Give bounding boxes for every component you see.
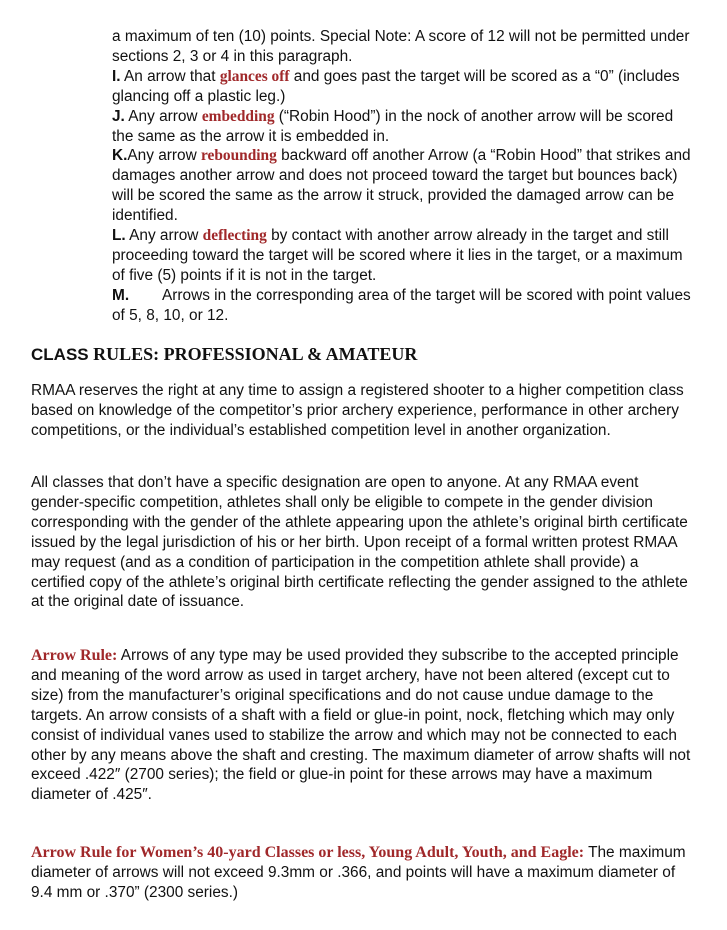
term-glances-off: glances off bbox=[219, 67, 290, 85]
rule-item-k: K.Any arrow rebounding backward off another Arrow (a “Robin Hood” that strikes and damages another arrow and does not proceed toward the target but bounces back) will be scored the same as the arrow it struck, provided the damaged arrow can be identified. bbox=[112, 147, 691, 225]
term-rebounding: rebounding bbox=[200, 147, 277, 165]
class-rules-heading: CLASS RULES: PROFESSIONAL & AMATEUR bbox=[31, 344, 418, 364]
arrow-rule-women-title: Arrow Rule for Women’s 40-yard Classes or less, Young Adult, Youth, and Eagle: bbox=[31, 844, 585, 861]
arrow-rule-paragraph: Arrow Rule: Arrows of any type may be used provided they subscribe to the accepted principle and meaning of the word arrow as used in target archery, have not been altered (except cut to size) from the manufacturer’s original specifications and do not cause undue damage to the targets. An arrow consists of a shaft with a field or glue-in point, nock, fletching which may only consist of individual vanes used to stabilize the arrow and which may not be connected to each other by any means above the shaft and cresting. The maximum diameter of arrow shafts will not exceed .422″ (2700 series); the field or glue-in point for these arrows may have a maximum diameter of .425″. bbox=[31, 647, 691, 804]
rule-item-i: I. An arrow that glances off and goes past the target will be scored as a “0” (includes glancing off a plastic leg.) bbox=[112, 67, 680, 105]
scoring-rules-continued bbox=[112, 27, 692, 326]
rule-item-j: J. Any arrow embedding (“Robin Hood”) in the nock of another arrow will be scored the same as the arrow it is embedded in. bbox=[112, 107, 674, 145]
rule-item-m: M. Arrows in the corresponding area of the target will be scored with point values of 5, 8, 10, or 12. bbox=[112, 286, 691, 324]
class-rules-paragraph-1: RMAA reserves the right at any time to assign a registered shooter to a higher competition class based on knowledge of the competitor’s prior archery experience, performance in other archery competitions, or the individual’s established competition level in another organization. bbox=[31, 382, 684, 439]
rule-item-l: L. Any arrow deflecting by contact with another arrow already in the target and still proceeding toward the target will be scored where it lies in the target, or a maximum of five (5) points if it is not in the target. bbox=[112, 227, 683, 284]
term-deflecting: deflecting bbox=[202, 227, 267, 245]
term-embedding: embedding bbox=[201, 107, 275, 125]
scoring-intro: a maximum of ten (10) points. Special Note: A score of 12 will not be permitted under sections 2, 3 or 4 in this paragraph. bbox=[112, 28, 690, 65]
arrow-rule-women-paragraph: Arrow Rule for Women’s 40-yard Classes or less, Young Adult, Youth, and Eagle: The maximum diameter of arrows will not exceed 9.3mm or .366, and points will have a maximum diameter of 9.4 mm or .370” (2300 series.) bbox=[31, 844, 686, 901]
arrow-rule-title: Arrow Rule: bbox=[31, 647, 118, 664]
class-rules-paragraph-2: All classes that don’t have a specific designation are open to anyone. At any RMAA event gender-specific competition, athletes shall only be eligible to compete in the gender division corresponding with the gender of the athlete appearing upon the athlete’s original birth certificate issued by the legal jurisdiction of his or her birth. Upon receipt of a formal written protest RMAA may request (and as a condition of participation in the competition athlete shall provide) a certified copy of the athlete’s original birth certificate reflecting the gender assigned to the athlete at the original date of issuance. bbox=[31, 474, 688, 611]
